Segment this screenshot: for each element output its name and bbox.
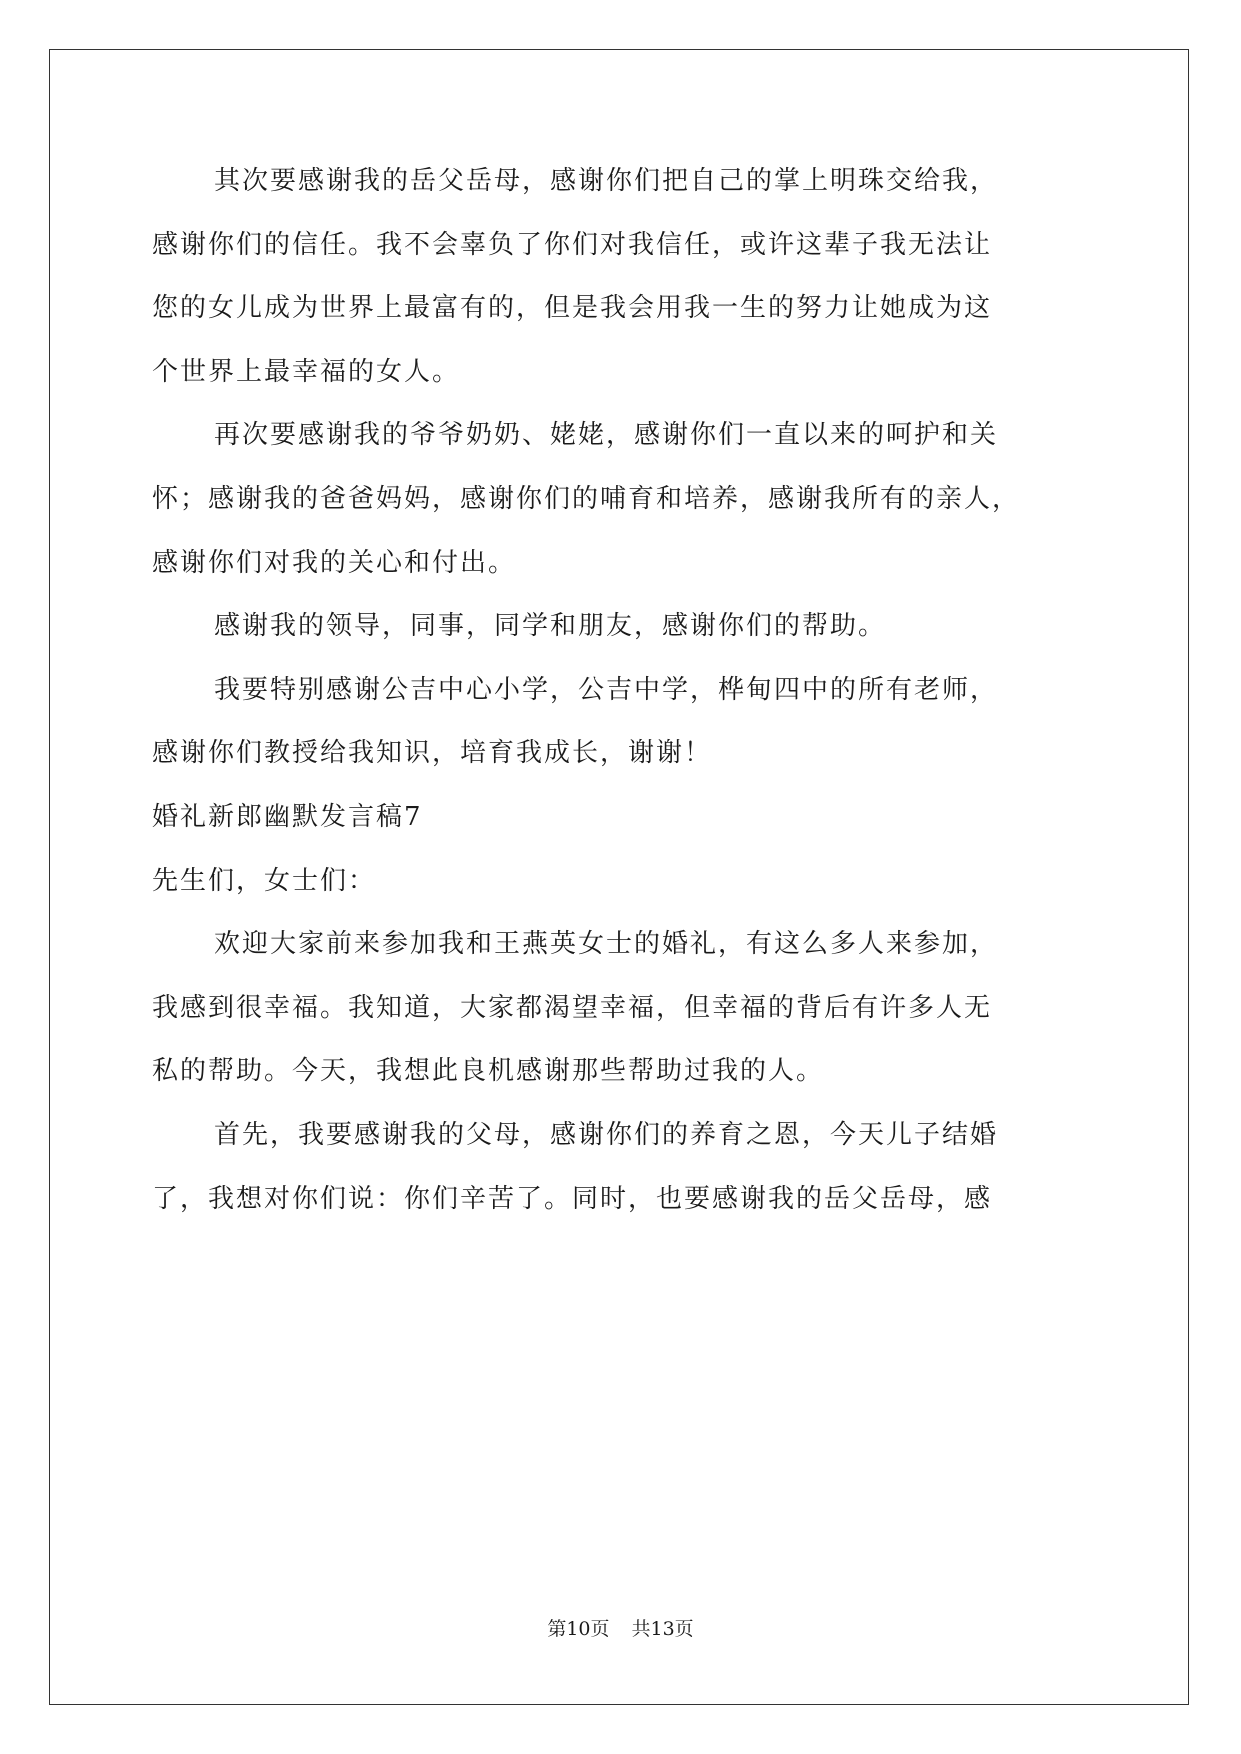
text-line: 了，我想对你们说：你们辛苦了。同时，也要感谢我的岳父岳母，感 (152, 1183, 993, 1214)
current-page-number: 第10页 (547, 1618, 610, 1640)
text-line: 个世界上最幸福的女人。 (152, 356, 461, 387)
section-heading: 婚礼新郎幽默发言稿7 (152, 801, 423, 832)
text-line: 欢迎大家前来参加我和王燕英女士的婚礼，有这么多人来参加， (214, 929, 999, 960)
salutation: 先生们，女士们： (152, 865, 377, 896)
text-line: 感谢你们教授给我知识，培育我成长，谢谢！ (152, 738, 713, 769)
text-line: 感谢你们对我的关心和付出。 (152, 547, 517, 578)
text-line: 感谢我的领导，同事，同学和朋友，感谢你们的帮助。 (214, 611, 887, 642)
text-line: 怀；感谢我的爸爸妈妈，感谢你们的哺育和培养，感谢我所有的亲人， (152, 483, 1021, 514)
text-line: 私的帮助。今天，我想此良机感谢那些帮助过我的人。 (152, 1056, 825, 1087)
text-line: 感谢你们的信任。我不会辜负了你们对我信任，或许这辈子我无法让 (152, 229, 993, 260)
text-line: 首先，我要感谢我的父母，感谢你们的养育之恩，今天儿子结婚 (214, 1119, 999, 1150)
text-line: 我感到很幸福。我知道，大家都渴望幸福，但幸福的背后有许多人无 (152, 992, 993, 1023)
document-body (152, 150, 1092, 1231)
total-pages: 共13页 (631, 1618, 694, 1640)
text-line: 我要特别感谢公吉中心小学，公吉中学，桦甸四中的所有老师， (214, 674, 999, 705)
text-line: 再次要感谢我的爷爷奶奶、姥姥，感谢你们一直以来的呵护和关 (214, 420, 999, 451)
text-line: 您的女儿成为世界上最富有的，但是我会用我一生的努力让她成为这 (152, 293, 993, 324)
text-line: 其次要感谢我的岳父岳母，感谢你们把自己的掌上明珠交给我， (214, 166, 999, 196)
page-footer (0, 1614, 1241, 1641)
